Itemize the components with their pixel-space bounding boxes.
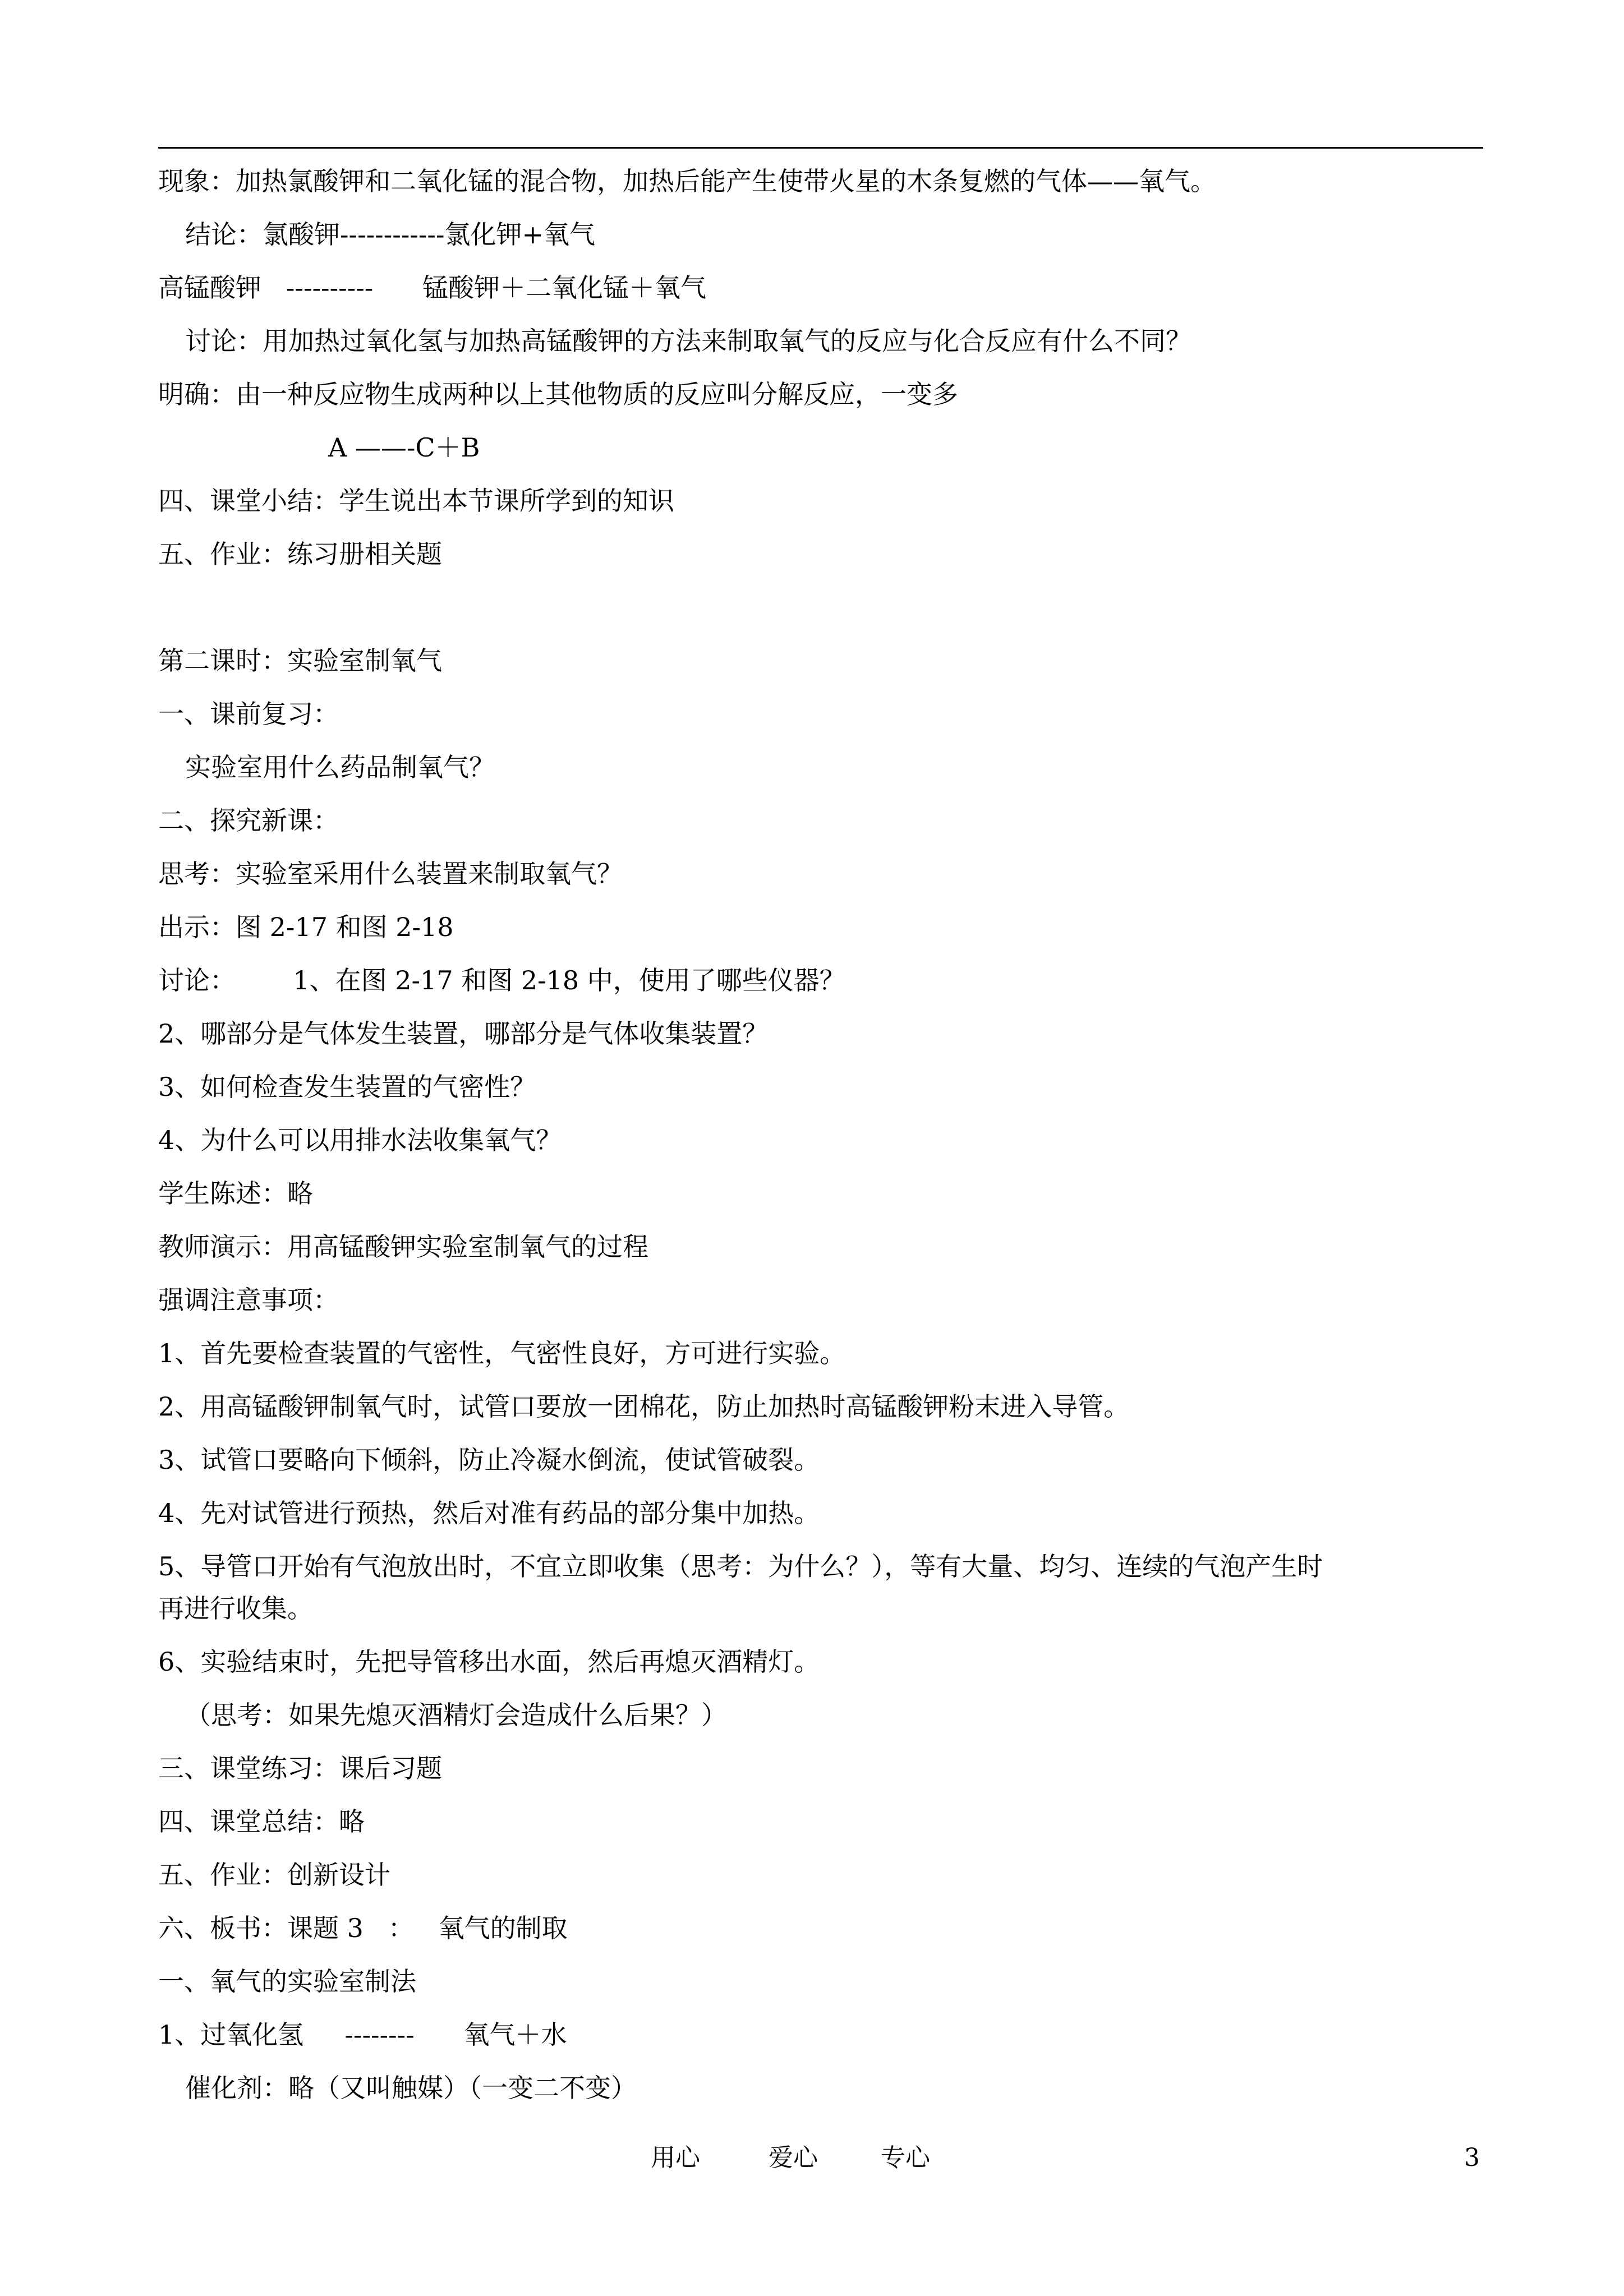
page-number: 3 bbox=[1464, 2143, 1480, 2172]
text-line: （思考：如果先熄灭酒精灯会造成什么后果？） bbox=[185, 1700, 727, 1730]
text-line: 学生陈述：略 bbox=[158, 1178, 313, 1209]
text-line: 六、板书：课题 3 ： 氧气的制取 bbox=[158, 1913, 568, 1943]
text-line: 讨论：用加热过氧化氢与加热高锰酸钾的方法来制取氧气的反应与化合反应有什么不同？ bbox=[185, 326, 1191, 356]
text-line: 五、作业：练习册相关题 bbox=[158, 539, 442, 569]
text-line: 四、课堂小结：学生说出本节课所学到的知识 bbox=[158, 486, 674, 516]
footer-motto-1: 用心 bbox=[651, 2143, 700, 2172]
text-line: 实验室用什么药品制氧气？ bbox=[185, 752, 495, 782]
text-line: 3、如何检查发生装置的气密性？ bbox=[158, 1072, 536, 1102]
text-line: 1、过氧化氢 -------- 氧气＋水 bbox=[158, 2020, 567, 2050]
footer-motto-2: 爱心 bbox=[769, 2143, 818, 2172]
text-line: 强调注意事项： bbox=[158, 1285, 339, 1315]
text-line: 四、课堂总结：略 bbox=[158, 1806, 365, 1837]
header-rule bbox=[158, 147, 1483, 149]
text-line: 2、哪部分是气体发生装置，哪部分是气体收集装置？ bbox=[158, 1018, 769, 1049]
text-line: 三、课堂练习：课后习题 bbox=[158, 1753, 442, 1783]
text-line: 教师演示：用高锰酸钾实验室制氧气的过程 bbox=[158, 1232, 648, 1262]
text-line: 一、氧气的实验室制法 bbox=[158, 1966, 416, 1997]
text-line: 出示：图 2-17 和图 2-18 bbox=[158, 912, 454, 942]
text-line: 一、课前复习： bbox=[158, 699, 339, 729]
text-line: 第二课时：实验室制氧气 bbox=[158, 646, 442, 676]
text-line: 结论：氯酸钾------------氯化钾+氧气 bbox=[185, 219, 596, 250]
text-line: A ——-C＋B bbox=[328, 432, 480, 463]
text-line: 明确：由一种反应物生成两种以上其他物质的反应叫分解反应，一变多 bbox=[158, 379, 958, 409]
text-line: 高锰酸钾 ---------- 锰酸钾＋二氧化锰＋氧气 bbox=[158, 273, 707, 303]
text-line: 1、首先要检查装置的气密性，气密性良好，方可进行实验。 bbox=[158, 1338, 846, 1368]
text-line: 再进行收集。 bbox=[158, 1593, 313, 1624]
text-line: 4、为什么可以用排水法收集氧气？ bbox=[158, 1125, 562, 1155]
text-line: 催化剂：略（又叫触媒）（一变二不变） bbox=[185, 2073, 637, 2103]
text-line: 3、试管口要略向下倾斜，防止冷凝水倒流，使试管破裂。 bbox=[158, 1445, 820, 1475]
text-line: 五、作业：创新设计 bbox=[158, 1860, 390, 1890]
text-line: 思考：实验室采用什么装置来制取氧气？ bbox=[158, 859, 623, 889]
text-line: 现象：加热氯酸钾和二氧化锰的混合物，加热后能产生使带火星的木条复燃的气体——氧气。 bbox=[158, 166, 1216, 196]
text-line: 2、用高锰酸钾制氧气时，试管口要放一团棉花，防止加热时高锰酸钾粉末进入导管。 bbox=[158, 1391, 1130, 1422]
text-line: 6、实验结束时，先把导管移出水面，然后再熄灭酒精灯。 bbox=[158, 1647, 820, 1677]
text-line: 讨论： 1、在图 2-17 和图 2-18 中，使用了哪些仪器？ bbox=[158, 965, 845, 995]
text-line: 5、导管口开始有气泡放出时，不宜立即收集（思考：为什么？），等有大量、均匀、连续的气泡产生时 bbox=[158, 1551, 1323, 1582]
text-line: 4、先对试管进行预热，然后对准有药品的部分集中加热。 bbox=[158, 1498, 820, 1528]
text-line: 二、探究新课： bbox=[158, 805, 339, 836]
footer-motto-3: 专心 bbox=[881, 2143, 930, 2172]
